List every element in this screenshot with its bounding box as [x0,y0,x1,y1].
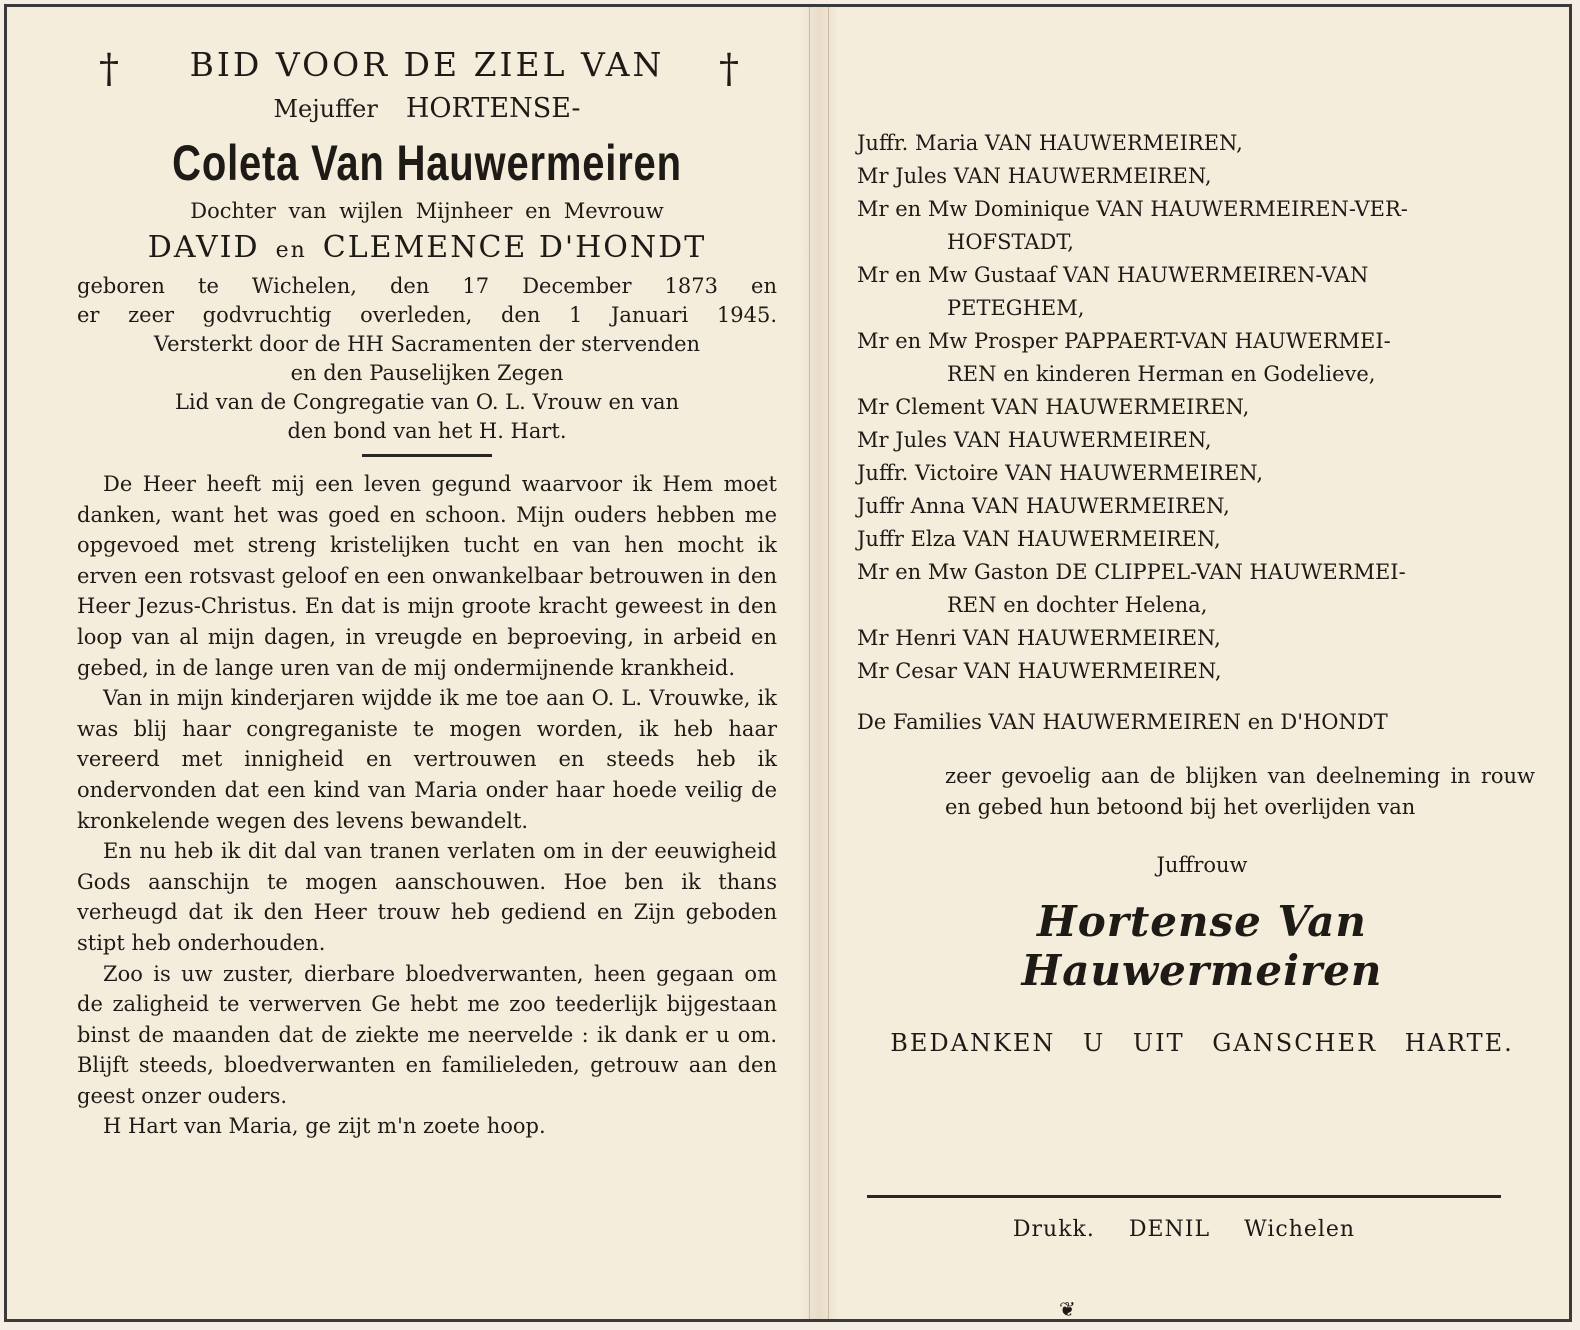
parent-father: DAVID [147,230,260,265]
family-member: Juffr Elza VAN HAUWERMEIREN, [857,527,1221,551]
divider [362,454,492,457]
family-member: Mr Jules VAN HAUWERMEIREN, [857,164,1212,188]
parent-joiner: en [275,238,307,263]
cross-icon-left: † [99,46,119,92]
first-name: HORTENSE- [405,93,581,124]
memorial-card [4,4,1572,1322]
parent-mother: CLEMENCE D'HONDT [322,230,707,265]
daughter-line: Dochter van wijlen Mijnheer en Mevrouw [190,199,664,223]
paragraph: De Heer heeft mij een leven gegund waarvoor ik Hem moet danken, want het was goed en schoon. Mijn ouders hebben me opgevoed met streng kristelijken tucht en van hen mocht ik erven een rotsvast geloof en een onwankelbaar betrouwen in den Heer Jezus-Christus. En dat is mijn groote kracht geweest in den loop van al mijn dagen, in vreugde en beproeving, in arbeid en gebed, in de lange uren van de mij ondermijnende krankheid. [77,472,777,680]
paragraph: H Hart van Maria, ge zijt m'n zoete hoop. [103,1114,546,1139]
family-member: Mr Clement VAN HAUWERMEIREN, [857,395,1250,419]
paragraph: Zoo is uw zuster, dierbare bloedverwanten, heen gegaan om de zaligheid te verwerven Ge hebt me zoo teederlijk bijgestaan binst de maanden dat de ziekte me neervelde : ik dank er u om. Blijft steeds, bloedverwanten en familieleden, getrouw aan den geest onzer ouders. [77,961,777,1108]
title-line [77,87,777,131]
family-member: Juffr. Maria VAN HAUWERMEIREN, [857,131,1243,155]
born-line-1: geboren te Wichelen, den 17 December 1873 en [77,274,777,298]
deceased-full-name: Coleta Van Hauwermeiren [172,135,682,191]
congregation-line-2: den bond van het H. Hart. [287,419,567,443]
deceased-script-name: Hortense Van Hauwermeiren [1021,897,1383,995]
left-panel [77,43,777,1142]
printer-credit: Drukk. DENIL Wichelen [1012,1217,1356,1242]
family-member: Mr Cesar VAN HAUWERMEIREN, [857,659,1222,683]
born-line-2: er zeer godvruchtig overleden, den 1 Januari 1945. [77,303,777,327]
sacrament-line-1: Versterkt door de HH Sacramenten der stervenden [153,332,701,356]
title-prefix: Mejuffer [273,95,378,123]
right-panel [857,127,1547,1057]
sacrament-line-2: en den Pauselijken Zegen [290,361,564,385]
thanks-text: zeer gevoelig aan de blijken van deelneming in rouw en gebed hun betoond bij het overlijden van [945,764,1535,819]
family-member: Mr Jules VAN HAUWERMEIREN, [857,428,1212,452]
families-line: De Families VAN HAUWERMEIREN en D'HONDT [857,710,1388,734]
family-member: Mr en Mw Gustaaf VAN HAUWERMEIREN-VAN PETEGHEM, [857,263,1369,320]
thanks-heading: BEDANKEN U UIT GANSCHER HARTE. [890,1029,1514,1057]
family-member: Juffr Anna VAN HAUWERMEIREN, [857,494,1230,518]
family-member: Mr en Mw Dominique VAN HAUWERMEIREN-VER- HOFSTADT, [857,197,1408,254]
paragraph: Van in mijn kinderjaren wijdde ik me toe aan O. L. Vrouwke, ik was blij haar congreganiste te mogen worden, ik heb haar vereerd met innigheid en vertrouwen en steeds heb ik ondervonden dat een kind van Maria onder haar hoede veilig de kronkelende wegen des levens bewandelt. [77,686,777,833]
family-member: Mr Henri VAN HAUWERMEIREN, [857,626,1221,650]
cross-icon-right: † [719,46,739,92]
family-member: Juffr. Victoire VAN HAUWERMEIREN, [857,461,1263,485]
family-list [857,127,1547,688]
prayer-heading: BID VOOR DE ZIEL VAN [189,45,665,84]
family-member: Mr en Mw Gaston DE CLIPPEL-VAN HAUWERMEI- REN en dochter Helena, [857,560,1406,617]
juffrouw-label: Juffrouw [1156,853,1248,877]
memorial-text [77,469,777,1142]
congregation-line-1: Lid van de Congregatie van O. L. Vrouw en van [174,390,680,414]
parents-line [77,227,777,272]
family-member: Mr en Mw Prosper PAPPAERT-VAN HAUWERMEI- REN en kinderen Herman en Godelieve, [857,329,1391,386]
card-fold [801,7,837,1319]
footer-divider [867,1195,1501,1198]
paragraph: En nu heb ik dit dal van tranen verlaten om in der eeuwigheid Gods aanschijn te mogen aanschouwen. Hoe ben ik thans verheugd dat ik den Heer trouw heb gediend en Zijn geboden stipt heb onderhouden. [77,839,777,955]
ornament-icon: ❦ [1059,1297,1076,1321]
